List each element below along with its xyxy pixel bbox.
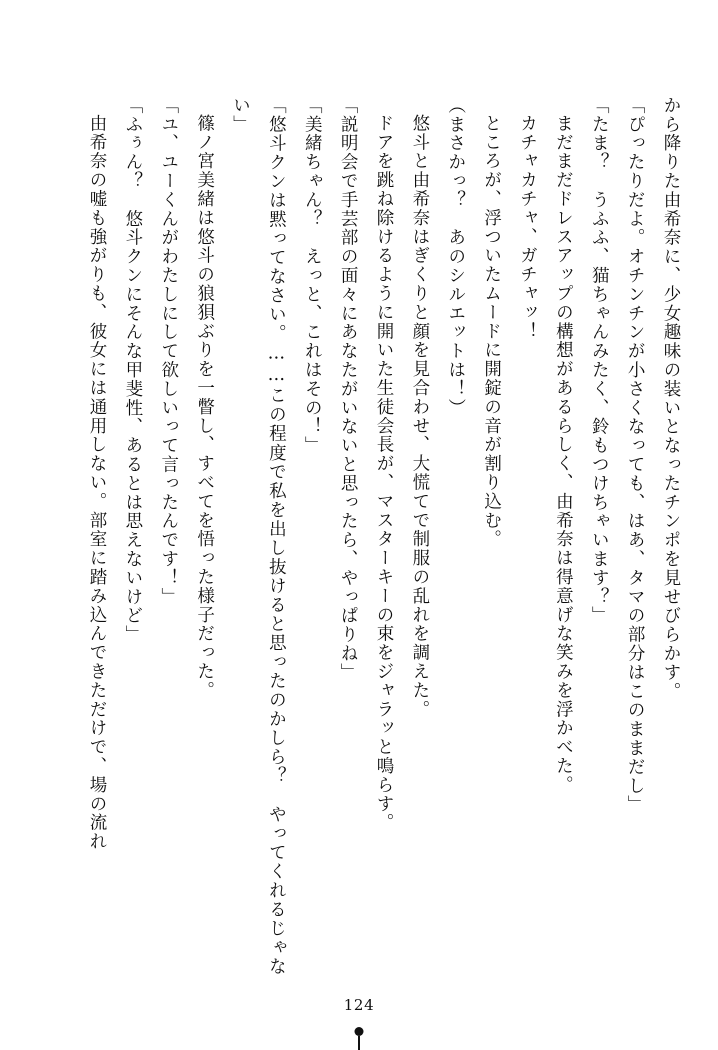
paragraph: 「説明会で手芸部の面々にあなたがいないと思ったら、やっぱりね」 [338,96,359,682]
paragraph: 「悠斗クンは黙ってなさい。……この程度で私を出し抜けると思ったのかしら？ やってくれるじゃない」 [230,96,287,976]
paragraph: 「ぴったりだよ。オチンチンが小さくなっても、はあ、タマの部分はこのままだし」 [625,96,646,815]
paragraph: 悠斗と由希奈はぎくりと顔を見合わせ、大慌てで制服の乱れを調えた。 [409,113,430,719]
body-text [52,96,688,976]
page-marker-stem [358,1036,360,1050]
paragraph: 「ユ、ユーくんがわたしにして欲しいって言ったんです！」 [158,96,179,607]
paragraph: ところが、浮ついたムードに開錠の音が割り込む。 [481,113,502,549]
paragraph: カチャカチャ、ガチャッ！ [517,113,538,341]
paragraph: ドアを跳ね除けるように開いた生徒会長が、マスターキーの束をジャラッと鳴らす。 [374,113,394,832]
page-number: 124 [343,996,375,1014]
paragraph: 「ふぅん？ 悠斗クンにそんな甲斐性、あるとは思えないけど」 [122,96,143,645]
paragraph: まだまだドレスアップの構想があるらしく、由希奈は得意げな笑みを浮かべた。 [553,113,574,794]
paragraph: 篠ノ宮美緒は悠斗の狼狽ぶりを一瞥し、すべてを悟った様子だった。 [194,113,215,700]
paragraph: 「美緒ちゃん？ えっと、これはその！」 [302,96,323,456]
page-marker-dot [355,1027,364,1036]
paragraph: から降りた由希奈に、少女趣味の装いとなったチンポを見せびらかす。 [661,96,681,701]
paragraph: 「たま？ うふふ、猫ちゃんみたく、鈴もつけちゃいます？」 [589,96,610,626]
paragraph: （まさかっ？ あのシルエットは！） [445,96,466,418]
paragraph: 由希奈の嘘も強がりも、彼女には通用しない。部室に踏み込んできただけで、場の流れ [87,113,107,851]
